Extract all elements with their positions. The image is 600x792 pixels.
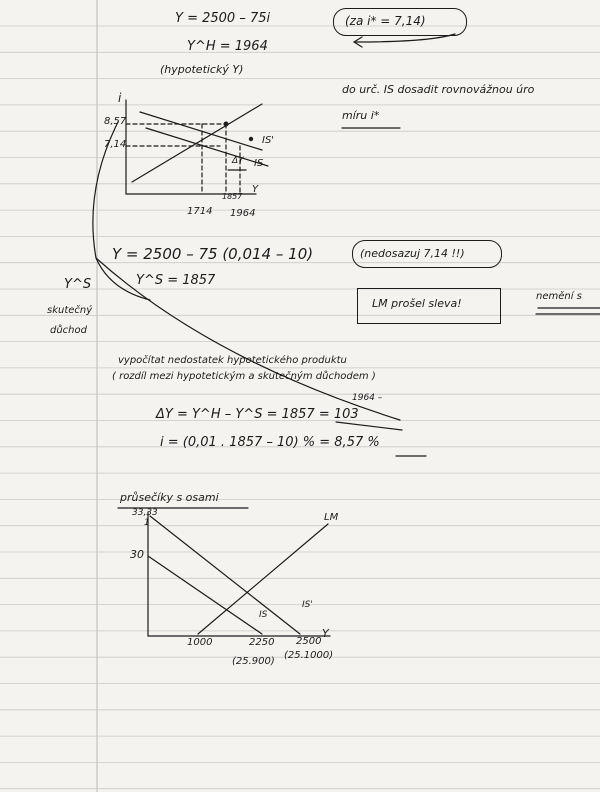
graph1	[126, 100, 268, 194]
graph2-axis-y-label: Y	[322, 627, 329, 640]
graph1-tick-714: 7,14	[104, 139, 127, 150]
side-label-ys: Y^S	[64, 277, 92, 292]
graph2-is-label: IS	[259, 610, 268, 620]
graph1-is-curve	[140, 112, 262, 150]
graph1-x-1714: 1714	[187, 206, 213, 217]
za-arrow	[356, 34, 455, 42]
equation-y-hypothetical: Y^H = 1964	[187, 39, 268, 54]
graph1-is-prime-label: IS'	[262, 135, 275, 146]
equation-is-substituted: Y = 2500 – 75 (0,014 – 10)	[112, 245, 314, 263]
graph1-tick-857: 8,57	[104, 116, 127, 127]
substitution-note: (nedosazuj 7,14 !!)	[360, 247, 465, 260]
graph2-is-prime-label: IS'	[302, 600, 313, 610]
graph2-lm-line	[198, 524, 328, 634]
graph2-lm-label: LM	[324, 512, 339, 523]
calc-1964: 1964 –	[352, 393, 383, 403]
calc-strike	[336, 422, 402, 430]
graph1-axis-i-label: i	[118, 91, 122, 105]
graph1-delta-y-label: ΔY	[232, 156, 244, 166]
right-note-1: do urč. IS dosadit rovnovážnou úro	[342, 83, 535, 96]
axis-intercepts-heading: průsečíky s osami	[120, 491, 219, 504]
graph2-y-1: 1	[144, 518, 150, 528]
graph2	[148, 512, 330, 636]
graph2-point-2: (25.1000)	[284, 650, 334, 661]
graph2-y-3333: 33,33	[132, 508, 158, 518]
equation-is: Y = 2500 – 75i	[175, 11, 271, 26]
za-note: (za i* = 7,14)	[345, 14, 426, 28]
graph2-x-1000: 1000	[187, 637, 213, 648]
graph1-is-label: IS	[254, 158, 264, 169]
side-label-2: důchod	[50, 325, 87, 336]
graph2-x-2250: 2250	[249, 637, 275, 648]
calc-interest: i = (0,01 . 1857 – 10) % = 8,57 %	[160, 435, 380, 450]
graph1-x-1857: 1857	[222, 192, 243, 201]
graph2-is-prime-line	[150, 516, 300, 634]
graph2-x-2500: 2500	[296, 636, 322, 647]
curved-arrow-left	[93, 122, 150, 300]
graph1-axis-y-label: Y	[252, 184, 259, 195]
hypothetical-label: (hypotetický Y)	[160, 63, 244, 76]
graph1-is-prime-curve	[146, 128, 268, 166]
calc-heading-1: vypočítat nedostatek hypotetického produktu	[118, 355, 347, 366]
calc-delta-y: ΔY = Y^H – Y^S = 1857 = 103	[156, 407, 359, 422]
graph1-equilibrium-dot	[224, 122, 229, 127]
calc-heading-2: ( rozdíl mezi hypotetickým a skutečným důchodem )	[112, 371, 376, 382]
right-note-2: míru i*	[342, 109, 380, 122]
curved-arrow-down	[96, 258, 400, 420]
lm-note: LM prošel sleva!	[372, 297, 462, 310]
graph1-is-dot	[249, 137, 253, 141]
right-note-3: nemění s	[536, 291, 582, 302]
graph2-y-30: 30	[130, 548, 144, 561]
equation-y-actual: Y^S = 1857	[136, 273, 216, 288]
graph2-point-1: (25.900)	[232, 656, 275, 667]
side-label-1: skutečný	[47, 305, 93, 316]
graph1-x-1964: 1964	[230, 208, 256, 219]
